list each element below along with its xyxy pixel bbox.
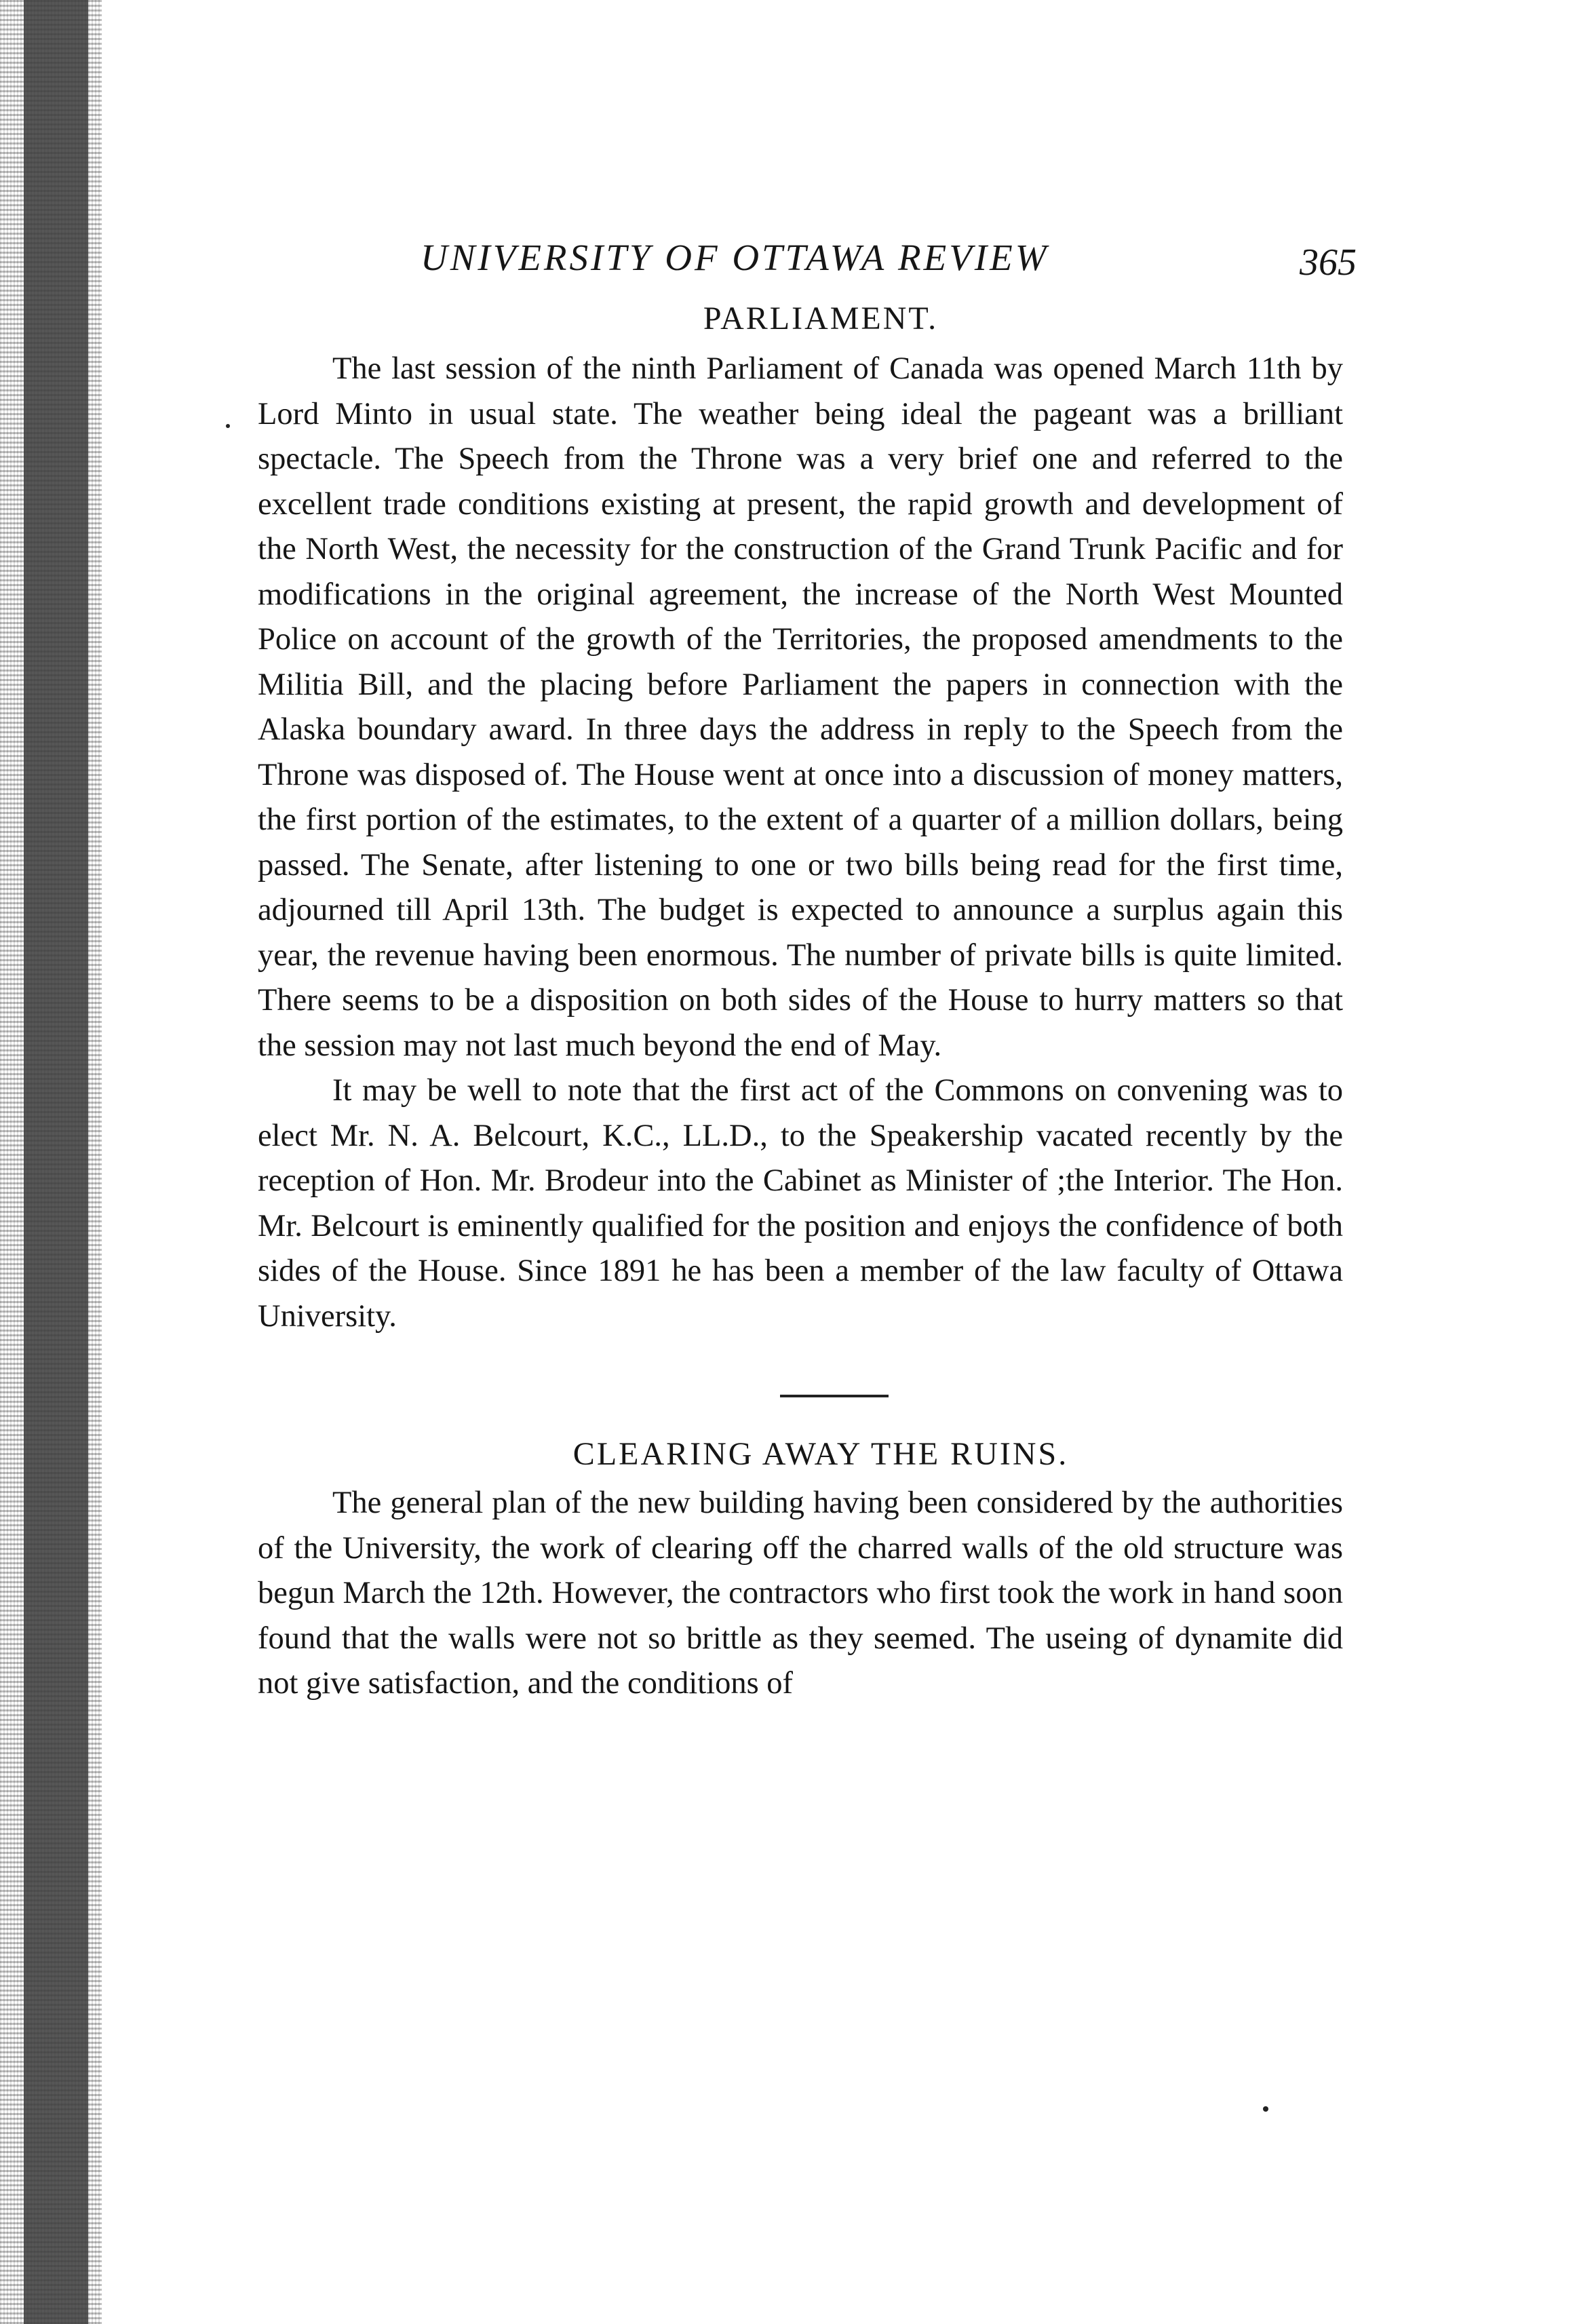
section-title-parliament: PARLIAMENT. [703,301,939,336]
section-divider [780,1395,889,1397]
ink-speck [1263,2106,1268,2112]
running-title: UNIVERSITY OF OTTAWA REVIEW [421,237,1049,278]
paragraph: It may be well to note that the first act of the Commons on convening was to elect Mr. N. A. Belcourt, K.C., LL.D., to the Speakership vacated recently by the reception of Hon. Mr. Brodeur into the Cabinet as Minister of ;the Interior. The Hon. Mr. Belcourt is eminently qualified for the position and enjoys the confidence of both sides of the House. Since 1891 he has been a member of the law faculty of Ottawa University. [258,1073,1343,1334]
paragraph: The last session of the ninth Parliament of Canada was opened March 11th by Lord Minto in usual state. The weather being ideal the pageant was a brilliant spectacle. The Speech from the Throne was a very brief one and referred to the excellent trade conditions existing at present, the rapid growth and development of the North West, the necessity for the construction of the Grand Trunk Pacific and for modifications in the original agreement, the increase of the North West Mounted Police on account of the growth of the Territories, the proposed amendments to the Militia Bill, and the placing before Parliament the papers in connection with the Alaska boundary award. In three days the address in reply to the Speech from the Throne was disposed of. The House went at once into a discussion of money matters, the first portion of the estimates, to the extent of a quarter of a million dollars, being passed. The Senate, after listening to one or two bills being read for the first time, adjourned till April 13th. The budget is expected to announce a surplus again this year, the revenue having been enormous. The number of private bills is quite limited. There seems to be a disposition on both sides of the House to hurry matters so that the session may not last much beyond the end of May. [258,351,1343,1063]
section-title-clearing: CLEARING AWAY THE RUINS. [572,1436,1069,1472]
paragraph: The general plan of the new building having been considered by the authorities of the University, the work of clearing off the charred walls of the old structure was begun March the 12th. However, the contractors who first took the work in hand soon found that the walls were not so brittle as they seemed. The useing of dynamite did not give satisfaction, and the conditions of [258,1486,1343,1701]
page [258,224,1357,1707]
ink-speck [226,424,230,428]
page-number: 365 [1300,241,1357,284]
running-head [258,224,1357,285]
binding-edge-dark [24,0,88,2324]
